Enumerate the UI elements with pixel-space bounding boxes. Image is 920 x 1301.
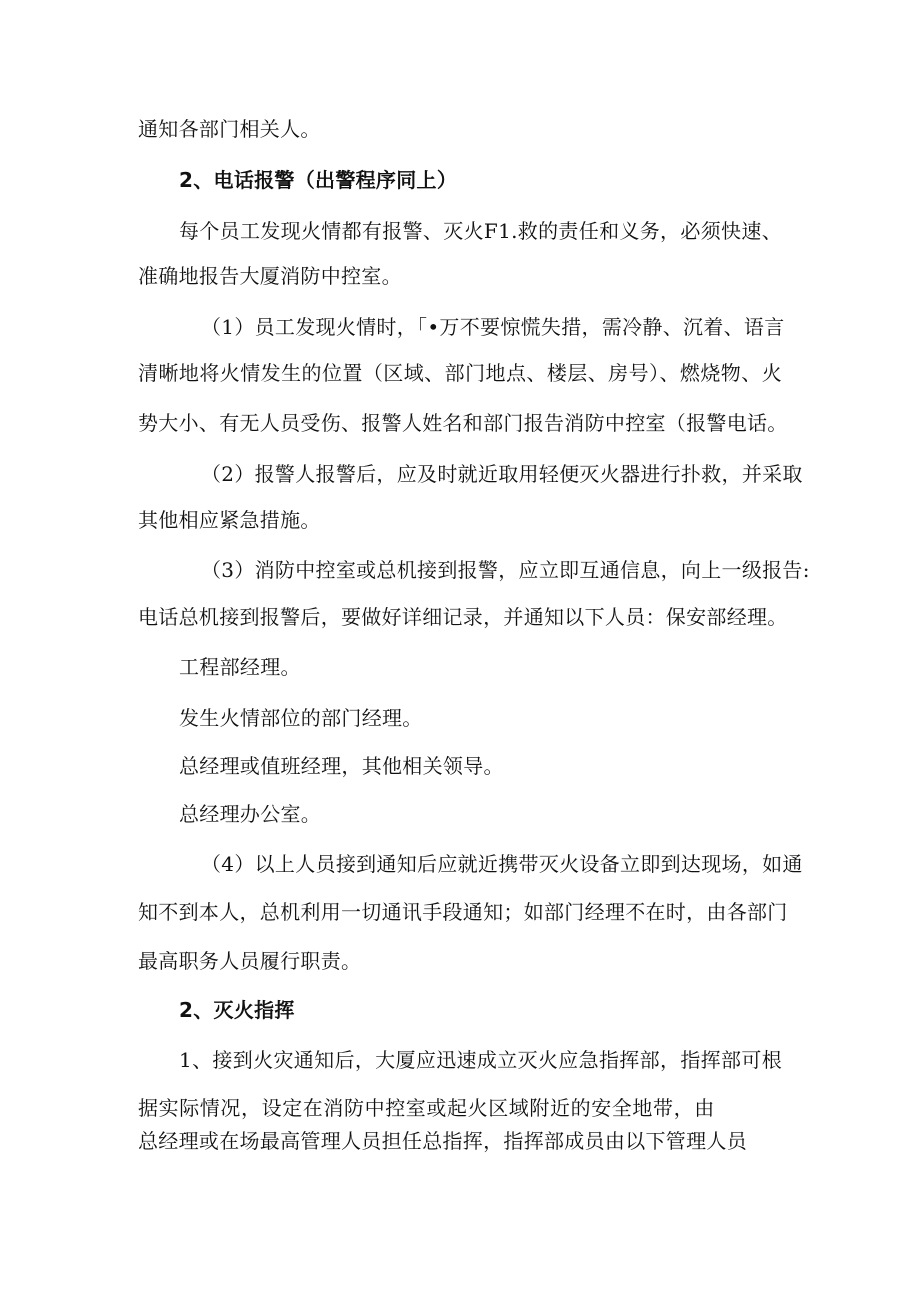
body-line: 电话总机接到报警后，要做好详细记录，并通知以下人员：保安部经理。 [138, 605, 788, 629]
body-line: （1）员工发现火情时，「•万不要惊慌失措，需冷静、沉着、语言 [201, 315, 785, 339]
body-line: 1、接到火灾通知后，大厦应迅速成立灭火应急指挥部，指挥部可根 [179, 1048, 782, 1072]
body-line: （3）消防中控室或总机接到报警，应立即互通信息，向上一级报告: [201, 558, 810, 582]
body-line: 最高职务人员履行职责。 [138, 949, 362, 973]
body-line: 总经理办公室。 [179, 802, 322, 826]
body-line: 总经理或值班经理，其他相关领导。 [179, 754, 504, 778]
body-line: 总经理或在场最高管理人员担任总指挥，指挥部成员由以下管理人员 [138, 1129, 747, 1153]
section-heading-fire-command: 2、灭火指挥 [179, 998, 295, 1022]
body-line: （2）报警人报警后，应及时就近取用轻便灭火器进行扑救，并采取 [201, 462, 803, 486]
body-line: 知不到本人，总机利用一切通讯手段通知；如部门经理不在时，由各部门 [138, 900, 788, 924]
body-line: 每个员工发现火情都有报警、灭火F1.救的责任和义务，必须快速、 [179, 219, 782, 243]
body-line: 清晰地将火情发生的位置（区域、部门地点、楼层、房号）、燃烧物、火 [138, 361, 782, 385]
body-line: 据实际情况，设定在消防中控室或起火区域附近的安全地带，由 [138, 1096, 715, 1120]
body-line: 通知各部门相关人。 [138, 117, 321, 141]
body-line: （4）以上人员接到通知后应就近携带灭火设备立即到达现场，如通 [201, 852, 803, 876]
section-heading-phone-alarm: 2、电话报警（出警程序同上） [179, 168, 458, 192]
body-line: 其他相应紧急措施。 [138, 508, 321, 532]
body-line: 势大小、有无人员受伤、报警人姓名和部门报告消防中控室（报警电话。 [138, 411, 788, 435]
body-line: 准确地报告大厦消防中控室。 [138, 264, 402, 288]
body-line: 发生火情部位的部门经理。 [179, 706, 423, 730]
body-line: 工程部经理。 [179, 655, 301, 679]
